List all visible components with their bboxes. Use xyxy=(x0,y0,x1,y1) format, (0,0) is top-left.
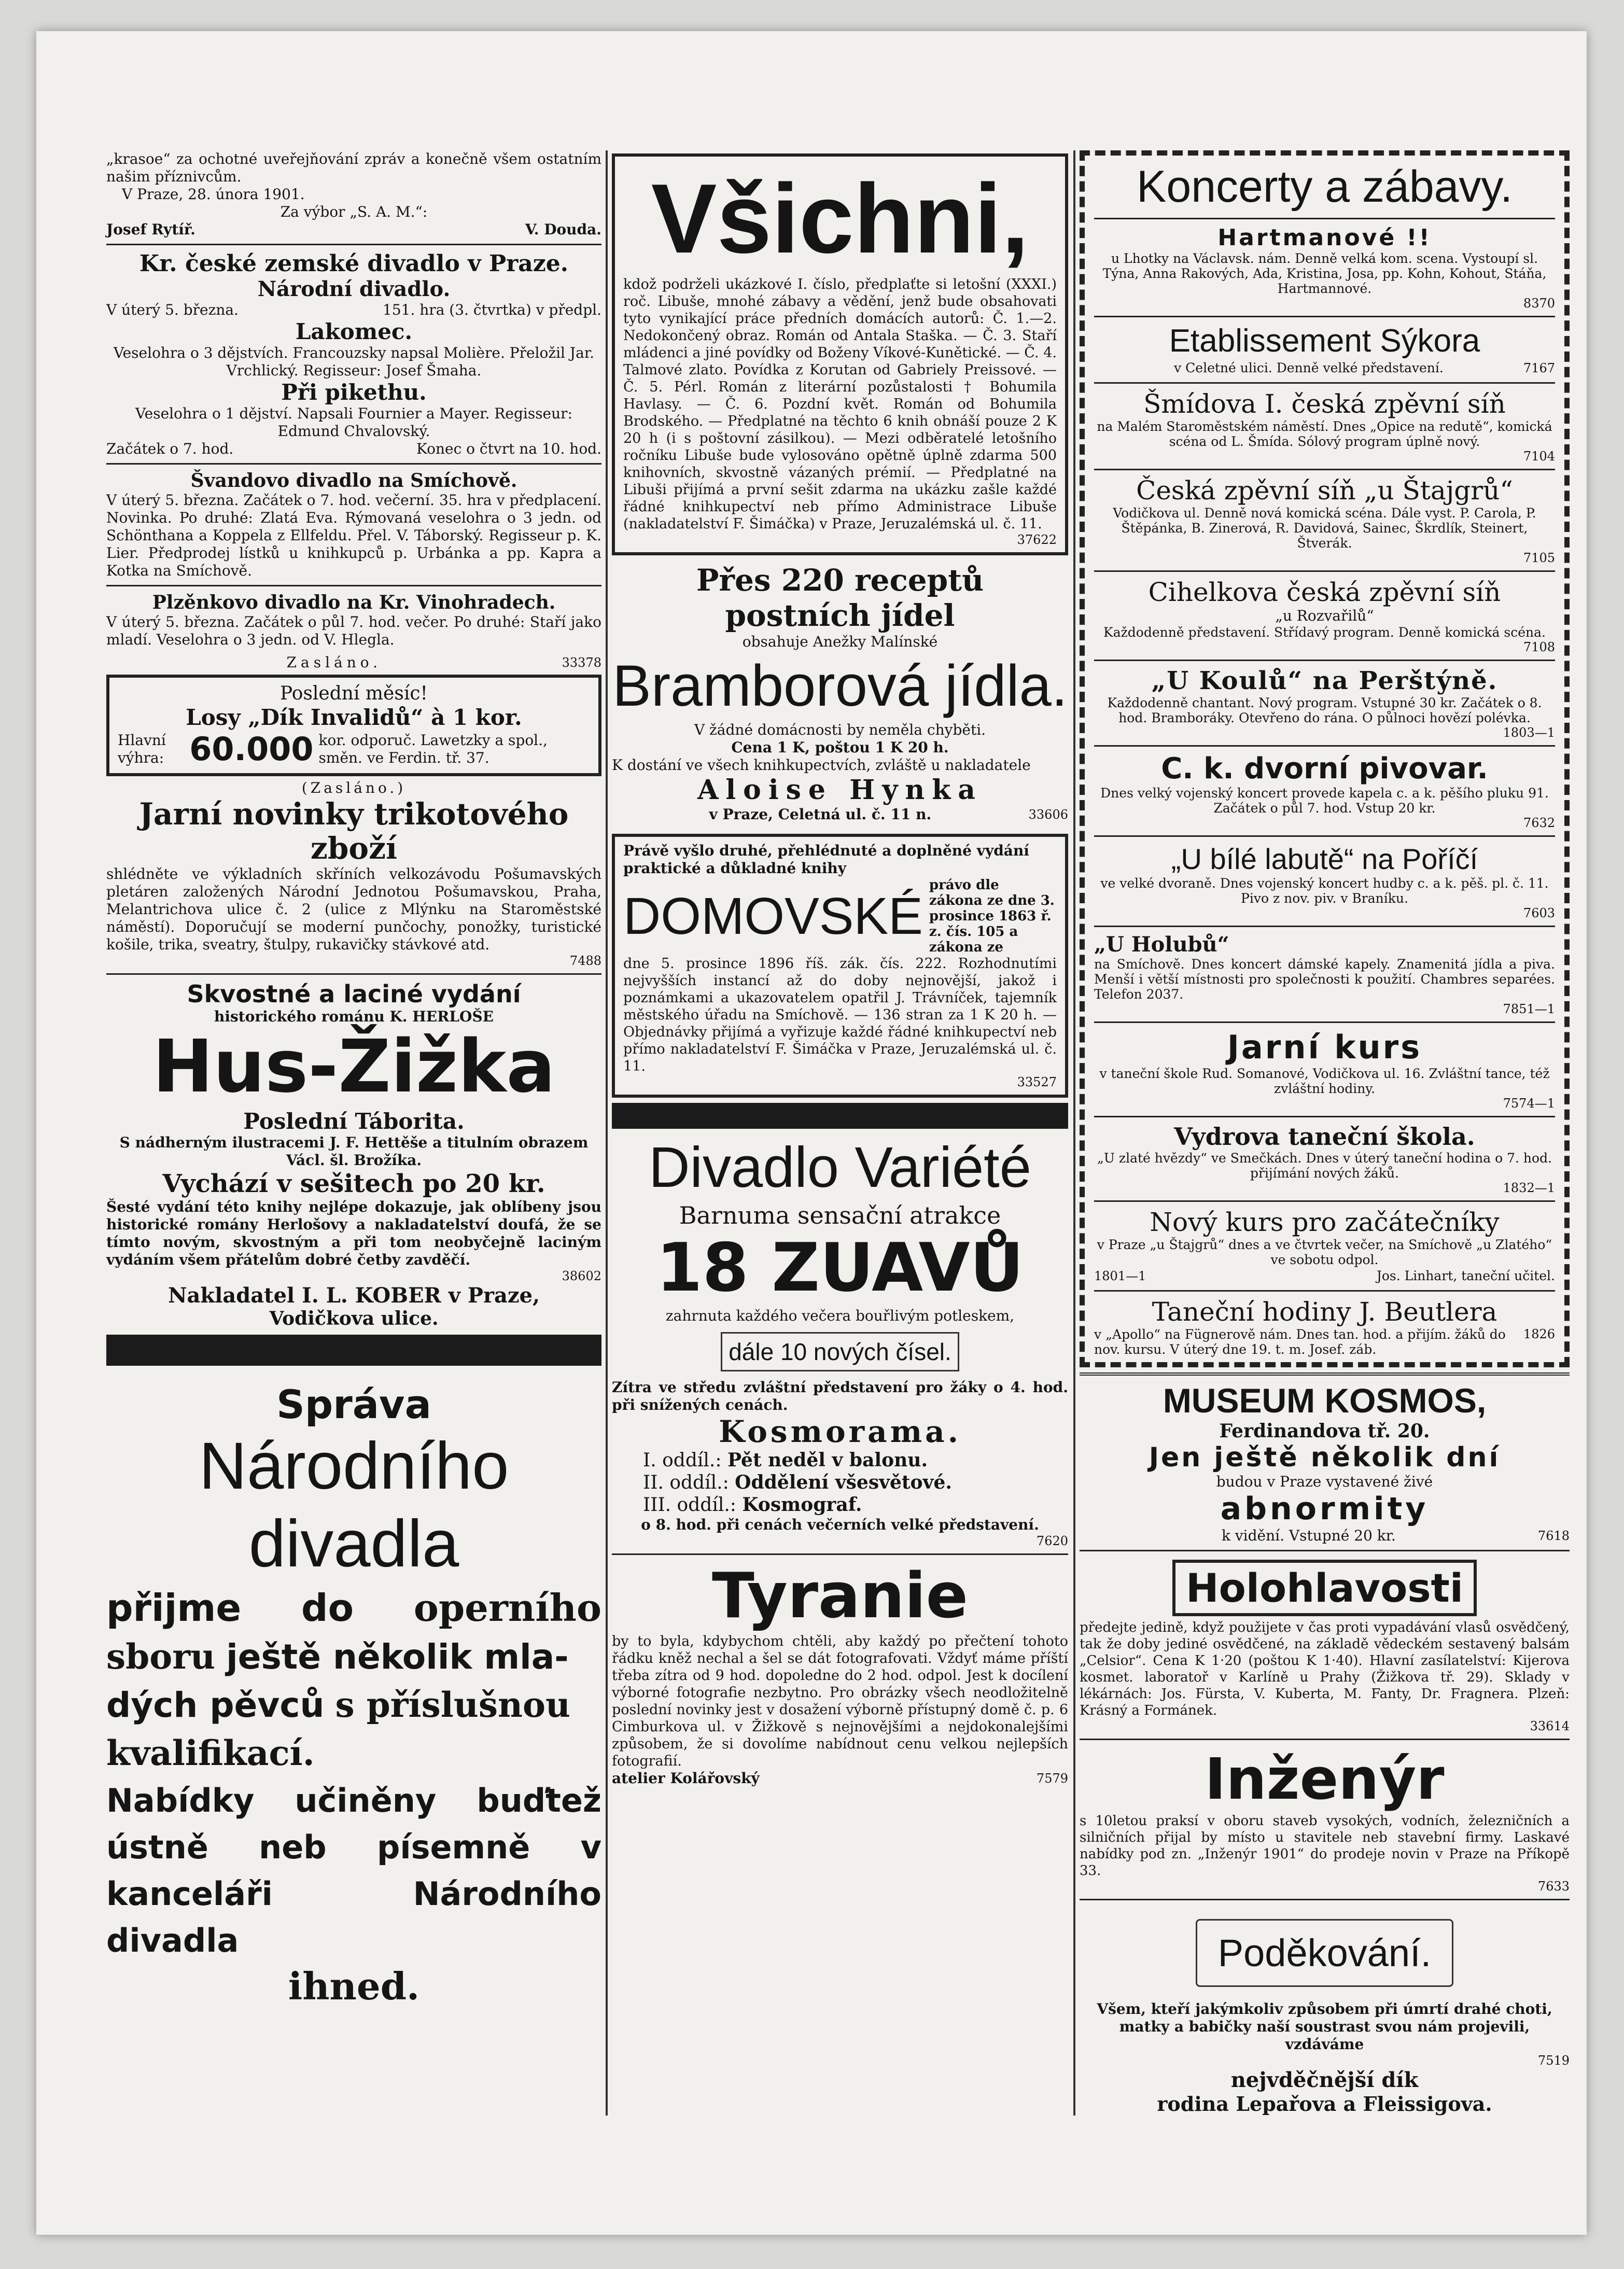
program-1-label: I. oddíl.: xyxy=(643,1450,722,1471)
divider xyxy=(1094,926,1555,927)
novy-kurs-sign: Jos. Linhart, taneční učitel. xyxy=(1376,1268,1555,1283)
vydra-text: „U zlaté hvězdy“ ve Smečkách. Dnes v úterý taneční hodina o 7. hod. přijímání nových žáků. xyxy=(1097,1151,1552,1181)
thanks-ad xyxy=(1080,1906,1570,2126)
museum-end: k vidění. Vstupné 20 kr. xyxy=(1221,1527,1396,1544)
museum-text: budou v Praze vystavené živé xyxy=(1216,1473,1433,1490)
variete-sub: Barnuma sensační atrakce xyxy=(679,1201,1001,1229)
divider xyxy=(1094,1290,1555,1292)
domovske-number: 33527 xyxy=(1017,1075,1057,1089)
smid-title: Šmídova I. česká zpěvní síň xyxy=(1143,389,1506,419)
svandovo-text: V úterý 5. března. Začátek o 7. hod. večerní. 35. hra v předplacení. Novinka. Po druhé: Zlatá Eva. Rýmovaná veselohra o 3 jedn. od Schönthana a Koppela z Ellfeldu. Přel. V. Táborský. Regisseur p. K. Lier. Předprodej lístků u knihkupců p. Urbánka a pp. Kapra a Kotka na Smíchově. xyxy=(106,492,601,579)
museum-title: MUSEUM KOSMOS, xyxy=(1163,1381,1487,1420)
sprava-l2b: ještě několik mla- xyxy=(226,1637,569,1677)
variete-end: o 8. hod. při cenách večerních velké představení. xyxy=(641,1516,1039,1533)
column-2 xyxy=(612,150,1068,1787)
recipes-author: obsahuje Anežky Malínské xyxy=(742,633,938,650)
column-1 xyxy=(106,150,601,2019)
labut-entry xyxy=(1094,842,1555,920)
sprava-l1b: do xyxy=(301,1586,354,1630)
stajgr-number: 7105 xyxy=(1523,551,1555,565)
black-bar xyxy=(612,1103,1068,1129)
engineer-title: Inženýr xyxy=(1205,1746,1445,1812)
domovske-side: právo dle zákona ze dne 3. prosince 1863 ř. z. čís. 105 a zákona ze xyxy=(929,877,1055,955)
program-2-label: II. oddíl.: xyxy=(643,1472,729,1493)
cihelka-text: Každodenně představení. Střídavý program. Denně komická scéna. xyxy=(1103,625,1546,640)
divider xyxy=(106,973,601,975)
potato-publisher: Aloise Hynka xyxy=(697,774,983,806)
potato-address: v Praze, Celetná ul. č. 11 n. xyxy=(709,806,932,823)
herlos-street: Vodičkova ulice. xyxy=(269,1308,439,1329)
museum-address: Ferdinandova tř. 20. xyxy=(1219,1420,1430,1442)
holub-number: 7851—1 xyxy=(1503,1002,1555,1016)
sykora-entry xyxy=(1094,323,1555,377)
tyranie-studio: atelier Kolářovský xyxy=(612,1770,760,1787)
beutler-number: 1826 xyxy=(1523,1327,1555,1341)
svandovo-title: Švandovo divadlo na Smíchově. xyxy=(190,470,517,492)
novy-kurs-number: 1801—1 xyxy=(1094,1269,1146,1283)
brewery-text: Dnes velký vojenský koncert provede kapela c. a k. pěšího pluku 91. Začátek o půl 7. hod. Vstup 20 kr. xyxy=(1100,786,1549,816)
divider xyxy=(1094,382,1555,384)
holub-entry xyxy=(1094,932,1555,1016)
kurs-entry xyxy=(1094,1028,1555,1111)
knitwear-number: 7488 xyxy=(569,954,601,968)
sprava-l3a: dých pěvců xyxy=(106,1685,325,1725)
engineer-ad xyxy=(1080,1745,1570,1894)
stajgr-text: Vodičkova ul. Denně nová komická scéna. Dále vyst. P. Carola, P. Štěpánka, B. Zinerová, R. Davidová, Sainec, Škrdlík, Steinert, Štverák. xyxy=(1113,506,1536,551)
program-1: Pět neděl v balonu. xyxy=(727,1449,928,1471)
kurs-number: 7574—1 xyxy=(1503,1096,1555,1111)
column-rule-right xyxy=(1073,150,1075,2116)
cihelka-sub: „u Rozvařilů“ xyxy=(1275,607,1374,624)
lottery-prize: 60.000 xyxy=(189,730,314,768)
herlos-subtitle: Poslední Táborita. xyxy=(243,1109,465,1134)
hartman-number: 8370 xyxy=(1523,296,1555,311)
divider xyxy=(1094,570,1555,572)
herlos-desc: S nádherným ilustracemi J. F. Hettěše a titulním obrazem Václ. šl. Brožíka. xyxy=(119,1134,589,1169)
sprava-title: Správa xyxy=(276,1381,431,1427)
sykora-number: 7167 xyxy=(1523,361,1555,375)
herlos-price: Vychází v sešitech po 20 kr. xyxy=(162,1169,545,1198)
play2-description: Veselohra o 1 dějství. Napsali Fournier a Mayer. Regisseur: Edmund Chvalovský. xyxy=(135,405,572,440)
divider xyxy=(106,585,601,586)
sprava-l2a: sboru xyxy=(106,1636,216,1677)
tyranie-ad xyxy=(612,1560,1068,1787)
koul-entry xyxy=(1094,666,1555,740)
herlos-sub: historického románu K. HERLOŠE xyxy=(214,1008,494,1025)
zaslano-label: Zasláno. xyxy=(286,654,382,671)
variete-sign: dále 10 nových čísel. xyxy=(721,1332,959,1371)
recipes-sub: postních jídel xyxy=(725,598,955,633)
knitwear-ad xyxy=(106,797,601,968)
divider xyxy=(1094,745,1555,747)
novy-kurs-text: v Praze „u Štajgrů“ dnes a ve čtvrtek večer, na Smíchově „u Zlatého“ ve sobotu odpol. xyxy=(1097,1237,1552,1267)
divider xyxy=(1094,660,1555,661)
sprava-subtitle: Národního divadla xyxy=(199,1429,509,1581)
signature-right: V. Douda. xyxy=(525,221,601,238)
sprava-l1a: přijme xyxy=(106,1586,242,1630)
herlos-text: Šesté vydání této knihy nejlépe dokazuje, jak oblíbeny jsou historické romány Herlošovy a nakladatelství doufá, že se tímto novým, skvostným a při tom neobyčejně laciným vydáním všem přátelům dobré četby zavděčí. xyxy=(106,1198,601,1268)
museum-number: 7618 xyxy=(1537,1529,1570,1543)
vydra-number: 1832—1 xyxy=(1503,1181,1555,1195)
beutler-text: v „Apollo“ na Fügnerově nám. Dnes tan. hod. a přijím. žáků do nov. kursu. V úterý dne 19. t. m. Josef. záb. xyxy=(1094,1327,1506,1357)
potato-text2: K dostání ve všech knihkupectvích, zvláště u nakladatele xyxy=(612,757,1031,774)
herlos-title: Hus-Žižka xyxy=(152,1025,555,1109)
novy-kurs-entry xyxy=(1094,1207,1555,1285)
tyranie-number: 7579 xyxy=(1036,1771,1068,1786)
signature-left: Josef Rytíř. xyxy=(106,221,195,238)
sykora-title: Etablissement Sýkora xyxy=(1169,323,1480,359)
newspaper-page xyxy=(36,31,1587,2235)
museum-line: Jen ještě několik dní xyxy=(1149,1442,1501,1473)
koul-number: 1803—1 xyxy=(1503,725,1555,740)
theatre-program xyxy=(106,250,601,458)
play-title: Lakomec. xyxy=(295,319,413,344)
divider xyxy=(1094,469,1555,470)
cihelka-title: Cihelkova česká zpěvní síň xyxy=(1148,577,1501,607)
divider xyxy=(1080,1739,1570,1740)
holub-text: na Smíchově. Dnes koncert dámské kapely. Znamenitá jídla a piva. Menší i větší místnosti pro společnosti k použití. Chambres separées. Telefon 2037. xyxy=(1094,957,1555,1002)
divider xyxy=(1094,1021,1555,1023)
museum-ad xyxy=(1080,1381,1570,1545)
variete-ad xyxy=(612,1134,1068,1548)
potato-book-ad xyxy=(612,563,1068,823)
divider xyxy=(612,1553,1068,1555)
variete-text2: Zítra ve středu zvláštní představení pro žáky o 4. hod. při snížených cenách. xyxy=(612,1379,1068,1413)
brewery-number: 7632 xyxy=(1523,816,1555,830)
program-3-label: III. oddíl.: xyxy=(643,1494,736,1516)
baldness-ad xyxy=(1080,1557,1570,1733)
tyranie-title: Tyranie xyxy=(712,1560,968,1632)
sprava-l1c: operního xyxy=(413,1586,601,1630)
lottery-prize-label: Hlavní výhra: xyxy=(118,731,166,766)
thanks-text: Všem, kteří jakýmkoliv způsobem při úmrtí drahé choti, matky a babičky naší soustrast svou nám projevili, vzdáváme xyxy=(1097,2000,1552,2053)
baldness-number: 33614 xyxy=(1530,1719,1570,1733)
theatre-chorus-ad xyxy=(106,1371,601,2019)
divider xyxy=(106,244,601,245)
domovske-intro: Právě vyšlo druhé, přehlédnuté a doplněné vydání praktické a důkladné knihy xyxy=(623,842,1029,877)
beutler-title: Taneční hodiny J. Beutlera xyxy=(1152,1297,1497,1327)
kurs-title: Jarní kurs xyxy=(1227,1028,1422,1066)
hartman-text: u Lhotky na Václavsk. nám. Denně velká kom. scena. Vystoupí sl. Týna, Anna Rakových, Ada, Kristina, Josa, pp. Kohn, Kohout, Stáňa, Hartmannové. xyxy=(1102,251,1547,296)
variete-number: 7620 xyxy=(1036,1534,1068,1548)
concerts-box xyxy=(1080,150,1570,1367)
engineer-text: s 10letou praksí v oboru staveb vysokých, vodních, železničních a silničních přijal by místo u stavitele neb stavební firmy. Laskavé nabídky pod zn. „Inženýr 1901“ do prodeje novin v Praze na Příkopě 33. xyxy=(1080,1813,1570,1879)
potato-price: Cena 1 K, poštou 1 K 20 h. xyxy=(731,739,949,756)
zaslano2-label: (Zasláno.) xyxy=(301,779,407,796)
knitwear-title: Jarní novinky trikotového zboží xyxy=(139,796,569,866)
koul-title: „U Koulů“ na Perštýně. xyxy=(1151,666,1498,695)
divider xyxy=(1094,1200,1555,1202)
end-time: Konec o čtvrt na 10. hod. xyxy=(416,440,601,457)
vydra-title: Vydrova taneční škola. xyxy=(1174,1123,1475,1151)
lottery-line: Losy „Dík Invalidů“ à 1 kor. xyxy=(186,705,522,730)
play2-title: Při pikethu. xyxy=(281,380,427,405)
column-rule-left xyxy=(606,150,608,2116)
theatre-date: V úterý 5. března. xyxy=(106,301,239,318)
cihelka-number: 7108 xyxy=(1523,640,1555,654)
vsichni-title: Všichni, xyxy=(651,164,1029,274)
potato-number: 33606 xyxy=(1028,807,1068,822)
vydra-entry xyxy=(1094,1123,1555,1195)
variete-text: zahrnuta každého večera bouřlivým potleskem, xyxy=(665,1307,1015,1324)
theatre-subscription: 151. hra (3. čtvrtka) v předpl. xyxy=(383,301,601,318)
herlos-head: Skvostné a laciné vydání xyxy=(187,980,521,1008)
brewery-entry xyxy=(1094,752,1555,830)
divider xyxy=(1094,316,1555,317)
divider xyxy=(106,463,601,465)
divider xyxy=(1080,1372,1570,1376)
play-description: Veselohra o 3 dějstvích. Francouzsky napsal Molière. Přeložil Jar. Vrchlický. Regisseur: Josef Šmaha. xyxy=(113,344,595,379)
vsichni-text: kdož podrželi ukázkové I. číslo, předplaťte si letošní (XXXI.) roč. Libuše, mnohé zábavy a vědění, jenž bude obsahovati tyto vynikající práce předních domácích autorů: Č. 1.—2. Nedokončený obraz. Román od Antala Staška. — Č. 3. Staří mládenci a jiné povídky od Boženy Víkové-Kunětické. — Č. 4. Talmové zlato. Povídka z Korutan od Gabriely Preissové. — Č. 5. Pérl. Román z literární pozůstalosti † Bohumila Havlasy. — Č. 6. Pozdní květ. Román od Bohumila Brodského. — Předplatné na těchto 6 knih obnáší pouze 2 K 20 h (i s poštovní zásilkou). — Mezi odběratelé letošního ročníku Libuše bude vylosováno opětně úplně zdarma 500 knihovních, skvostně vázaných prémií. — Předplatné na Libuši přijímá a první sešit zdarma na ukázku zašle každé řádné knihkupectví neb přímo Administrace Libuše (nakladatelství F. Šimáčka) v Praze, Jeruzalémská ul. č. 11. xyxy=(623,276,1057,532)
thanks-line: nejvděčnější dík xyxy=(1230,2068,1419,2092)
cihelka-entry xyxy=(1094,577,1555,654)
plzenkovo-text: V úterý 5. března. Začátek o půl 7. hod. večer. Po druhé: Staří jako mladí. Veselohra o 3 jedn. od V. Hlegla. xyxy=(106,613,601,648)
notice-text: „krasoe“ za ochotné uveřejňování zpráv a konečně všem ostatním našim příznivcům. xyxy=(106,150,601,185)
stajgr-entry xyxy=(1094,475,1555,565)
sprava-l4: Nabídky učiněny buďtež ústně neb písemně v kanceláři Národního divadla xyxy=(106,1782,601,1959)
potato-title: Bramborová jídla. xyxy=(612,653,1068,718)
novy-kurs-title: Nový kurs pro začátečníky xyxy=(1150,1207,1500,1237)
domovske-title: DOMOVSKÉ xyxy=(623,887,923,945)
thanks-family: rodina Lepařova a Fleissigova. xyxy=(1157,2092,1492,2116)
smid-text: na Malém Staroměstském náměstí. Dnes „Opice na redutě“, komická scéna od L. Šmída. Sólový program úplně nový. xyxy=(1097,419,1552,449)
lottery-title: Poslední měsíc! xyxy=(280,683,428,704)
variete-big: 18 ZUAVŮ xyxy=(656,1229,1024,1307)
recipes-title: Přes 220 receptů xyxy=(696,563,984,598)
koul-text: Každodenně chantant. Nový program. Vstupné 30 kr. Začátek o 8. hod. Bramboráky. Otevřeno do rána. O půlnoci hovězí polévka. xyxy=(1107,695,1542,725)
lottery-ad xyxy=(106,675,601,776)
lottery-prize-text: kor. odporuč. Lawetzky a spol., směn. ve Ferdin. tř. 37. xyxy=(318,731,548,766)
notice-committee: Za výbor „S. A. M.“: xyxy=(280,203,428,220)
tyranie-text: by to byla, kdybychom chtěli, aby každý po přečtení tohoto řádku kněž nechal a šel se dát fotografovati. Vždyť máme příští třeba zítra od 9 hod. dopoledne do 2 hod. odpol. Jest k docílení výborné fotografie nezbytno. Pro obrázky všech neodložitelně poslední novinky jest v dosažení výborně přístupný domě č. p. 6 Cimburkova ul. v Žižkově s nejnovějšími a nejdokonalejšími způsobem, že si dovolíme nabídnout cenu velkou nejlepších fotografií. xyxy=(612,1633,1068,1769)
hartman-entry xyxy=(1094,225,1555,311)
smid-entry xyxy=(1094,389,1555,464)
brewery-title: C. k. dvorní pivovar. xyxy=(1161,752,1488,786)
domovske-ad xyxy=(612,834,1068,1098)
theatre-sub: Národní divadlo. xyxy=(257,277,451,301)
black-bar xyxy=(106,1335,601,1366)
program-2: Oddělení všesvětové. xyxy=(735,1472,952,1493)
start-time: Začátek o 7. hod. xyxy=(106,440,234,457)
domovske-text: dne 5. prosince 1896 říš. zák. čís. 222. Rozhodnutími nejvyšších instancí až do doby nejnovější, jakož i poznámkami a ukazovatelem opatřil J. Trávníček, tajemník městského úřadu na Smíchově. — 136 stran za 1 K 20 h. — Objednávky přijímá a vyřizuje každé řádné knihkupectví neb přímo nakladatelství F. Šimáčka v Praze, Jeruzalémská ul. č. 11. xyxy=(623,956,1057,1074)
thanks-number: 7519 xyxy=(1537,2053,1570,2068)
thanks-notice xyxy=(106,150,601,239)
labut-text: ve velké dvoraně. Dnes vojenský koncert hudby c. a k. pěš. pl. č. 11. Pivo z nov. piv. v Braníku. xyxy=(1100,876,1549,906)
concerts-title: Koncerty a zábavy. xyxy=(1137,162,1513,212)
stajgr-title: Česká zpěvní síň „u Štajgrů“ xyxy=(1136,475,1513,506)
thanks-title: Poděkování. xyxy=(1196,1919,1453,1987)
sykora-text: v Celetné ulici. Denně velké představení. xyxy=(1174,360,1444,375)
theatre-header: Kr. české zemské divadlo v Praze. xyxy=(139,250,569,277)
divider xyxy=(1080,1550,1570,1551)
museum-big: abnormity xyxy=(1220,1491,1429,1527)
potato-text: V žádné domácnosti by neměla chyběti. xyxy=(694,721,986,738)
libuse-ad xyxy=(612,153,1068,555)
kosmorama-title: Kosmorama. xyxy=(719,1414,961,1449)
hartman-title: Hartmanové !! xyxy=(1217,225,1432,251)
smid-number: 7104 xyxy=(1523,449,1555,464)
labut-number: 7603 xyxy=(1523,906,1555,920)
divider xyxy=(1094,835,1555,837)
sprava-l5: ihned. xyxy=(288,1964,420,2008)
knitwear-text: shlédněte ve výkladních skříních velkozávodu Pošumavských pletáren založených Národní Jednotou Pošumavskou, Praha, Melantrichova ulice č. 2 (ulice z Mlýnku na Staroměstské náměstí). Doporučují se moderní punčochy, ponožky, turistické košile, trika, sveatry, štulpy, rukavičky stávkové atd. xyxy=(106,865,601,953)
baldness-title: Holohlavosti xyxy=(1172,1560,1477,1616)
labut-title: „U bílé labutě“ na Poříčí xyxy=(1171,843,1478,875)
vsichni-number: 37622 xyxy=(1017,533,1057,547)
herlos-ad xyxy=(106,980,601,1329)
column-3 xyxy=(1080,150,1570,2126)
plzenkovo-title: Plzěnkovo divadlo na Kr. Vinohradech. xyxy=(152,592,556,613)
divider xyxy=(1094,218,1555,219)
herlos-publisher: Nakladatel I. L. KOBER v Praze, xyxy=(167,1283,540,1308)
beutler-entry xyxy=(1094,1297,1555,1357)
sprava-l3b: s příslušnou kvalifikací. xyxy=(106,1685,570,1773)
engineer-number: 7633 xyxy=(1537,1879,1570,1894)
variete-title: Divadlo Variété xyxy=(649,1136,1031,1199)
holub-title: „U Holubů“ xyxy=(1094,932,1229,957)
svandovo-notice xyxy=(106,470,601,580)
ad-number: 33378 xyxy=(562,655,601,670)
plzenkovo-notice xyxy=(106,592,601,649)
divider xyxy=(1080,1899,1570,1900)
herlos-number: 38602 xyxy=(562,1269,601,1283)
notice-date: V Praze, 28. února 1901. xyxy=(122,186,305,203)
kurs-text: v taneční škole Rud. Somanové, Vodičkova ul. 16. Zvláštní tance, též zvláštní hodiny. xyxy=(1099,1066,1550,1096)
baldness-text: předejte jedině, když použijete v čas proti vypadávání vlasů osvědčený, tak že doby jediné osvědčené, na základě vědeckém sestavený balsám „Celsior“. Cena K 1·20 (poštou K 1·40). Hlavní zasílatelství: Kijerova kosmet. laboratoř v Karlíně u Prahy (Žižkova tř. 29). Sklady v lékárnách: Jos. Fürsta, V. Kuberta, M. Fanty, Dr. Fragnera. Plzeň: Krásný a Formánek. xyxy=(1080,1620,1570,1718)
program-3: Kosmograf. xyxy=(742,1494,862,1516)
divider xyxy=(1094,1116,1555,1117)
